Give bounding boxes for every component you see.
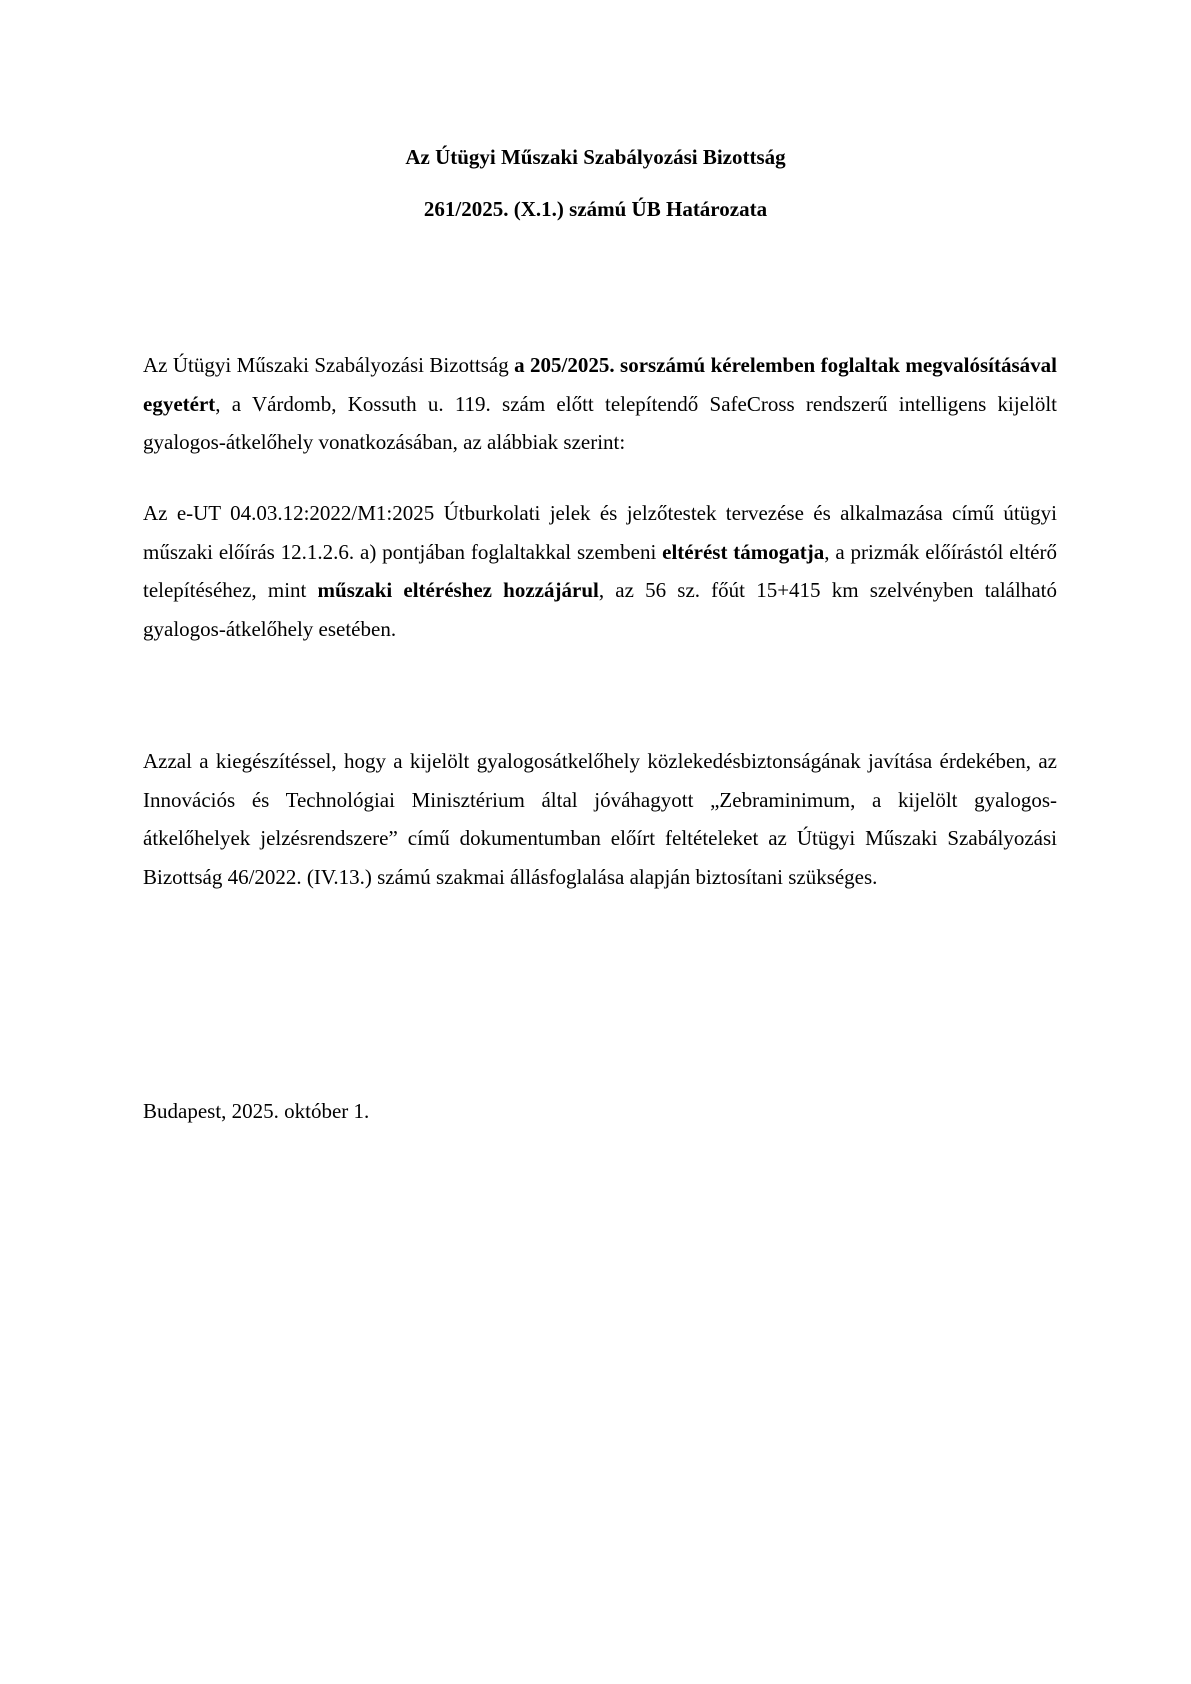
paragraph-text: , a prizmák előírástól eltérő telepítéséhez, mint (143, 539, 1058, 602)
emphasis-text: műszaki eltéréshez hozzájárul (317, 578, 599, 602)
paragraph-deviation (143, 494, 1057, 648)
place-and-date: Budapest, 2025. október 1. (143, 1099, 370, 1123)
paragraph-text: Az e-UT 04.03.12:2022/M1:2025 Útburkolati jelek és jelzőtestek tervezése és alkalmazása című útügyi műszaki előírás 12.1.2.6. a) pontjában foglaltakkal szembeni (143, 501, 1057, 564)
emphasis-text: a 205/2025. sorszámú kérelemben foglaltak megvalósításával egyetért (143, 353, 1058, 416)
paragraph-text: , az 56 sz. főút 15+415 km szelvényben található gyalogos-átkelőhely esetében. (143, 578, 1057, 641)
emphasis-text: eltérést támogatja (662, 539, 825, 564)
paragraph-supplement: Azzal a kiegészítéssel, hogy a kijelölt gyalogosátkelőhely közlekedésbiztonságának javítása érdekében, az Innovációs és Technológiai Minisztérium által jóváhagyott „Zebraminimum, a kijelölt gyalogos-átkelőhelyek jelzésrendszere” című dokumentumban előírt feltételeket az Útügyi Műszaki Szabályozási Bizottság 46/2022. (IV.13.) számú szakmai állásfoglalása alapján biztosítani szükséges. (143, 749, 1057, 889)
document-title: Az Útügyi Műszaki Szabályozási Bizottság (405, 145, 786, 169)
paragraph-text: , a Várdomb, Kossuth u. 119. szám előtt telepítendő SafeCross rendszerű intelligens kijelölt gyalogos-átkelőhely vonatkozásában, az alábbiak szerint: (143, 391, 1057, 454)
paragraph-decision (143, 346, 1057, 462)
paragraph-text: Az Útügyi Műszaki Szabályozási Bizottság (143, 353, 515, 377)
resolution-number: 261/2025. (X.1.) számú ÚB Határozata (423, 197, 768, 221)
